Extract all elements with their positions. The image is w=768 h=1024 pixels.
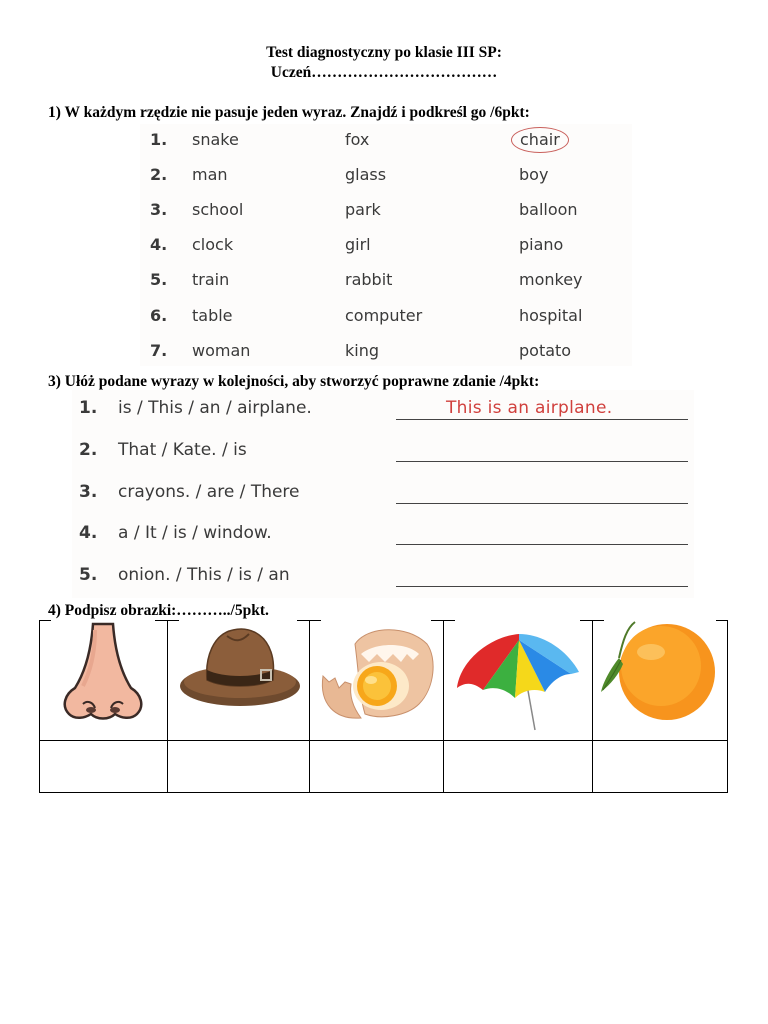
exercise3-row [72,517,694,557]
word[interactable]: rabbit [345,270,393,289]
row-number: 1. [150,130,168,149]
umbrella-picture [453,628,583,732]
picture-label-table [39,620,728,793]
exercise1-row [140,231,632,261]
egg-picture [315,624,439,724]
exercise1-row [140,266,632,296]
label-cell-egg[interactable] [310,741,443,792]
word[interactable]: potato [519,341,572,360]
row-number: 7. [150,341,168,360]
exercise1-row [140,196,632,226]
word[interactable]: piano [519,235,564,254]
label-cell-nose[interactable] [40,741,167,792]
exercise1-row [140,302,632,332]
exercise1-row [140,126,632,156]
answer-text: This is an airplane. [446,398,613,418]
word[interactable]: woman [192,341,251,360]
row-number: 5. [150,270,168,289]
word[interactable]: fox [345,130,370,149]
scrambled-words: onion. / This / is / an [118,565,290,585]
row-number: 1. [79,398,98,418]
row-number: 2. [79,440,98,460]
word[interactable]: monkey [519,270,583,289]
answer-line[interactable] [396,461,688,462]
word[interactable]: park [345,200,381,219]
word[interactable]: glass [345,165,387,184]
row-number: 4. [79,523,98,543]
label-cell-umbrella[interactable] [444,741,592,792]
word[interactable]: hospital [519,306,583,325]
scrambled-words: That / Kate. / is [118,440,247,460]
word[interactable]: train [192,270,230,289]
word[interactable]: balloon [519,200,578,219]
row-number: 5. [79,565,98,585]
answer-line[interactable] [396,503,688,504]
word[interactable]: school [192,200,244,219]
exercise3-row [72,559,694,599]
row-number: 3. [150,200,168,219]
row-number: 3. [79,482,98,502]
word[interactable]: girl [345,235,371,254]
word[interactable]: man [192,165,228,184]
exercise3-row [72,434,694,474]
exercise3-row [72,392,694,432]
answer-line[interactable] [396,586,688,587]
row-number: 6. [150,306,168,325]
answer-line[interactable] [396,419,688,420]
word[interactable]: clock [192,235,234,254]
nose-picture [53,622,153,724]
scrambled-words: a / It / is / window. [118,523,272,543]
exercise1-word-list [140,124,632,366]
label-cell-hat[interactable] [168,741,309,792]
label-cell-orange[interactable] [593,741,727,792]
word[interactable]: king [345,341,380,360]
scrambled-words: crayons. / are / There [118,482,300,502]
exercise3-sentences [72,390,694,598]
answer-line[interactable] [396,544,688,545]
hat-picture [177,622,303,712]
exercise1-instruction: 1) W każdym rzędzie nie pasuje jeden wyraz. Znajdź i podkreśl go /6pkt: [48,104,530,121]
exercise3-row [72,476,694,516]
circled-word[interactable]: chair [511,127,569,153]
row-number: 4. [150,235,168,254]
exercise4-instruction: 4) Podpisz obrazki:………../5pkt. [48,602,269,619]
row-number: 2. [150,165,168,184]
word[interactable]: computer [345,306,423,325]
student-name-line: Uczeń……………………………… [270,64,498,81]
exercise3-instruction: 3) Ułóż podane wyrazy w kolejności, aby stworzyć poprawne zdanie /4pkt: [48,373,540,390]
scrambled-words: is / This / an / airplane. [118,398,312,418]
word[interactable]: table [192,306,233,325]
exercise1-row [140,337,632,367]
word[interactable]: snake [192,130,239,149]
word[interactable]: boy [519,165,549,184]
worksheet-title: Test diagnostyczny po klasie III SP: [266,44,502,61]
orange-picture [599,620,723,720]
exercise1-row [140,161,632,191]
